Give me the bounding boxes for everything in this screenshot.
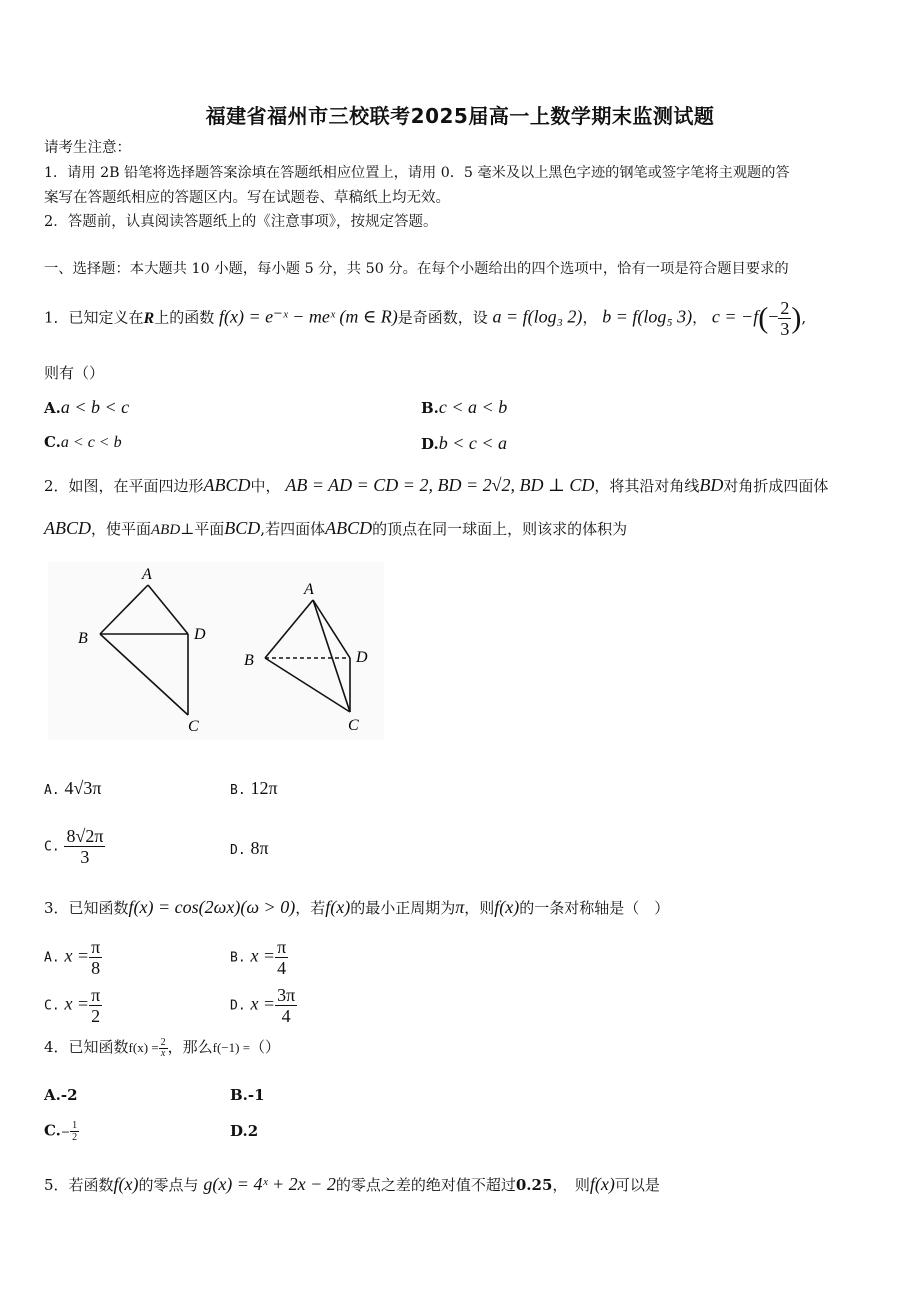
question-5: 5．若函数f(x)的零点与 g(x) = 4ˣ + 2x − 2的零点之差的绝对值不超过0.25， 则f(x)可以是 [44, 1174, 660, 1194]
q1-c: c = −f [711, 306, 759, 327]
fig1-label-b: B [78, 630, 88, 647]
q4-option-a: A.-2 [44, 1086, 78, 1104]
q2-option-b: B. 12π [230, 778, 278, 798]
q1-mid: 上的函数 [154, 308, 215, 327]
question-3: 3．已知函数f(x) = cos(2ωx)(ω > 0)，若f(x)的最小正周期为π，则f(x)的一条对称轴是（ ） [44, 897, 670, 917]
question-1: 1．已知定义在R上的函数 f(x) = e⁻ˣ − meˣ (m ∈ R)是奇函数，设 a = f(log₃ 2)， b = f(log₅ 3)， c = −f(− $\frac{2}{3}$ ), [44, 298, 807, 339]
q2-option-c: C. $\frac{8√2\pi}{3}$ [44, 826, 104, 867]
question-4: 4．已知函数f(x) = $\frac{2}{x}$ ，那么f(−1) =（） [44, 1036, 281, 1059]
q4-option-d: D.2 [230, 1122, 259, 1140]
q1-option-b: B.c < a < b [421, 397, 508, 417]
q1-option-d: D.b < c < a [421, 433, 507, 453]
fig2-label-d: D [356, 649, 368, 666]
q3-option-c: C. x = $\frac{\pi}{2}$ [44, 985, 101, 1026]
fig2-label-b: B [244, 652, 254, 669]
q3-option-d: D. x = $\frac{3\pi}{4}$ [230, 985, 296, 1026]
notice-item-1b: 案写在答题纸相应的答题区内。写在试题卷、草稿纸上均无效。 [44, 190, 450, 206]
q1-R: R [143, 309, 155, 327]
q1-option-a: A.a < b < c [44, 397, 130, 417]
q4-option-c: C.− $\frac{1}{2}$ [44, 1120, 78, 1143]
q3-option-a: A. x = $\frac{\pi}{8}$ [44, 937, 101, 978]
page-title: 福建省福州市三校联考2025届高一上数学期末监测试题 [205, 104, 715, 128]
section-heading: 一、选择题：本大题共 10 小题，每小题 5 分，共 50 分。在每个小题给出的四个选项中，恰有一项是符合题目要求的 [44, 261, 789, 277]
notice-item-1a: 1．请用 2B 铅笔将选择题答案涂填在答题纸相应位置上，请用 0．5 毫米及以上黑色字迹的钢笔或签字笔将主观题的答 [44, 165, 790, 181]
q1-option-c: C.a < c < b [44, 433, 122, 451]
q4-option-b: B.-1 [230, 1086, 265, 1104]
quadrilateral-folding-figure [48, 562, 384, 740]
q1-c-fraction: $\frac{2}{3}$ [780, 298, 790, 339]
q1-prefix: 1．已知定义在 [44, 308, 144, 327]
q1-b: b = f(log₅ 3) [602, 306, 693, 327]
q1-line2: 则有（） [44, 364, 105, 382]
fig1-label-d: D [194, 626, 206, 643]
q3-option-b: B. x = $\frac{\pi}{4}$ [230, 937, 287, 978]
question-2: 2．如图，在平面四边形ABCD中， AB = AD = CD = 2, BD = 2√2, BD ⊥ CD，将其沿对角线BD对角折成四面体 [44, 475, 829, 495]
q1-suffix: 是奇函数，设 [397, 308, 488, 327]
question-2-line2: ABCD，使平面ABD⊥平面BCD,若四面体ABCD的顶点在同一球面上，则该求的体积为 [44, 518, 628, 538]
q2-option-a: A. 4√3π [44, 778, 102, 798]
fig1-label-a: A [142, 566, 152, 583]
q2-conditions: AB = AD = CD = 2, BD = 2√2, BD ⊥ CD [285, 475, 595, 495]
q2-option-d: D. 8π [230, 838, 269, 858]
q1-a: a = f(log₃ 2) [492, 306, 583, 327]
fig2-label-a: A [304, 581, 314, 598]
fig2-label-c: C [348, 717, 359, 734]
notice-heading: 请考生注意： [44, 140, 131, 156]
fig1-label-c: C [188, 718, 199, 735]
notice-item-2: 2．答题前，认真阅读答题纸上的《注意事项》，按规定答题。 [44, 214, 438, 230]
q1-func: f(x) = e⁻ˣ − meˣ (m ∈ R) [219, 306, 398, 327]
